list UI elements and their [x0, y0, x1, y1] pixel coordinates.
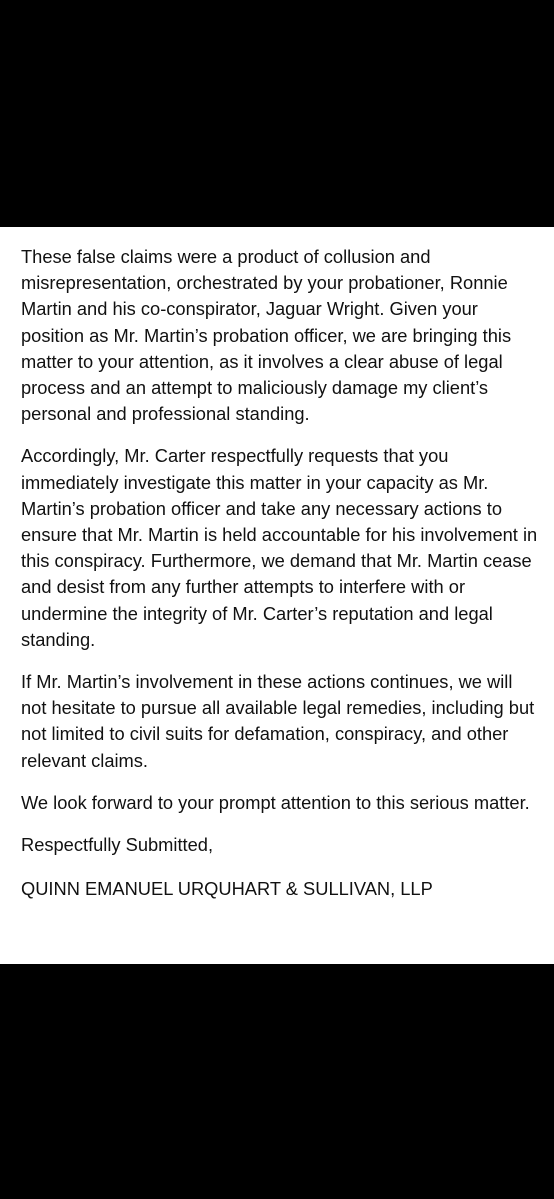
- bottom-black-band: [0, 964, 554, 1199]
- letter-body: [21, 244, 541, 918]
- paragraph-legal-remedies: If Mr. Martin’s involvement in these actions continues, we will not hesitate to pursue all available legal remedies, including but not limited to civil suits for defamation, conspiracy, and other relevant claims.: [21, 671, 535, 771]
- paragraph-prompt-attention: We look forward to your prompt attention to this serious matter.: [21, 791, 530, 813]
- paragraph-investigation-request: Accordingly, Mr. Carter respectfully requests that you immediately investigate this matter in your capacity as Mr. Martin’s probation officer and take any necessary actions to ensure that Mr. Martin is held accountable for his involvement in this conspiracy. Furthermore, we demand that Mr. Martin cease and desist from any further attempts to interfere with or undermine the integrity of Mr. Carter’s reputation and legal standing.: [21, 445, 538, 650]
- signature-firm-name: QUINN EMANUEL URQUHART & SULLIVAN, LLP: [21, 878, 433, 900]
- closing-line: Respectfully Submitted,: [21, 834, 214, 856]
- paragraph-collusion-claims: These false claims were a product of collusion and misrepresentation, orchestrated by your probationer, Ronnie Martin and his co-conspirator, Jaguar Wright. Given your position as Mr. Martin’s probation officer, we are bringing this matter to your attention, as it involves a clear abuse of legal process and an attempt to maliciously damage my client’s personal and professional standing.: [21, 246, 512, 425]
- top-black-band: [0, 0, 554, 227]
